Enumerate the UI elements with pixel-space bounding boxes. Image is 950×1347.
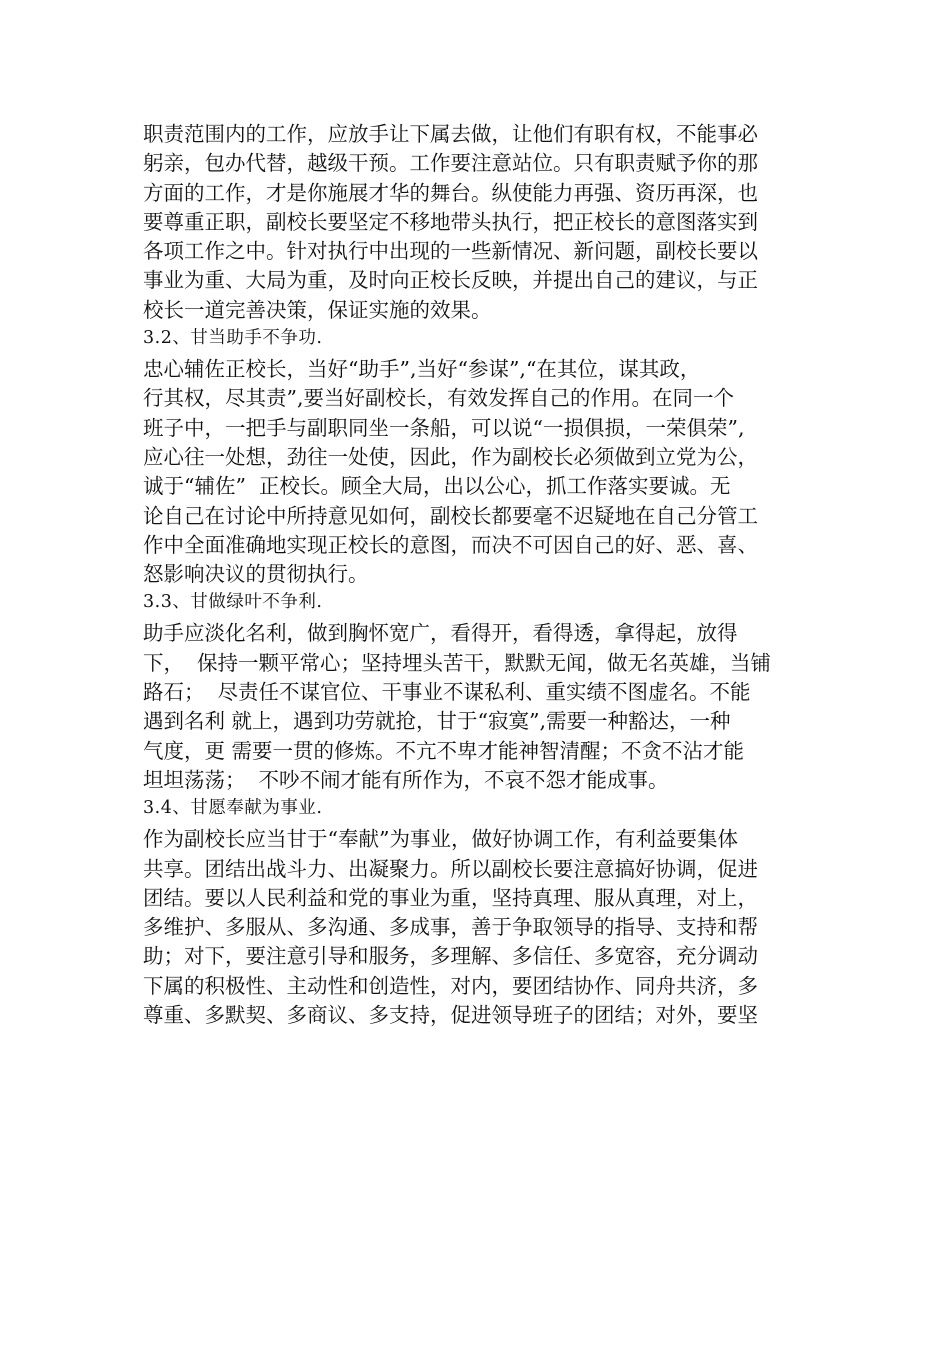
text-line: 下， 保持一颗平常心；坚持埋头苦干，默默无闻，做无名英雄，当铺: [143, 650, 772, 675]
text-line: 忠心辅佐正校长，当好“助手”,当好“参谋”,“在其位，谋其政，: [143, 357, 701, 382]
text-line: 团结。要以人民利益和党的事业为重，坚持真理、服从真理，对上，: [143, 885, 758, 910]
paragraph-assistant: [143, 355, 823, 589]
section-heading-3-3: 3.3、甘做绿叶不争利.: [143, 592, 323, 613]
text-line: 应心往一处想，劲往一处使，因此，作为副校长必须做到立党为公，: [143, 444, 758, 469]
text-line: 各项工作之中。针对执行中出现的一些新情况、新问题，副校长要以: [143, 239, 758, 264]
text-line: 尊重、多默契、多商议、多支持，促进领导班子的团结；对外，要坚: [143, 1003, 758, 1028]
text-line: 怒影响决议的贯彻执行。: [143, 562, 369, 587]
section-heading-3-4: 3.4、甘愿奉献为事业.: [143, 798, 323, 819]
text-line: 班子中，一把手与副职同坐一条船，可以说“一损俱损，一荣俱荣”,: [143, 415, 745, 440]
text-line: 共享。团结出战斗力、出凝聚力。所以副校长要注意搞好协调，促进: [143, 856, 758, 881]
text-line: 方面的工作，才是你施展才华的舞台。纵使能力再强、资历再深，也: [143, 180, 758, 205]
text-line: 职责范围内的工作，应放手让下属去做，让他们有职有权，不能事必: [143, 122, 758, 146]
text-line: 诚于“辅佐” 正校长。顾全大局，出以公心，抓工作落实要诚。无: [143, 474, 731, 499]
paragraph-dedication: [143, 825, 823, 1030]
text-line: 行其权，尽其责”,要当好副校长，有效发挥自己的作用。在同一个: [143, 386, 734, 411]
text-line: 坦坦荡荡； 不吵不闹才能有所作为，不哀不怨才能成事。: [143, 767, 669, 792]
paragraph-green-leaf: [143, 619, 823, 795]
text-line: 气度，更 需要一贯的修炼。不亢不卑才能神智清醒；不贪不沾才能: [143, 738, 745, 763]
text-line: 要尊重正职，副校长要坚定不移地带头执行，把正校长的意图落实到: [143, 209, 758, 234]
text-line: 多维护、多服从、多沟通、多成事，善于争取领导的指导、支持和帮: [143, 915, 758, 940]
text-line: 论自己在讨论中所持意见如何，副校长都要毫不迟疑地在自己分管工: [143, 503, 758, 528]
text-line: 事业为重、大局为重，及时向正校长反映，并提出自己的建议，与正: [143, 268, 758, 293]
text-line: 躬亲，包办代替，越级干预。工作要注意站位。只有职责赋予你的那: [143, 151, 758, 176]
text-line: 作为副校长应当甘于“奉献”为事业，做好协调工作，有利益要集体: [143, 827, 738, 852]
text-line: 作中全面准确地实现正校长的意图，而决不可因自己的好、恶、喜、: [143, 532, 758, 557]
section-heading-3-2: 3.2、甘当助手不争功.: [143, 328, 323, 349]
text-line: 遇到名利 就上，遇到功劳就抢，甘于“寂寞”,需要一种豁达，一种: [143, 709, 731, 734]
text-line: 助手应淡化名利，做到胸怀宽广，看得开，看得透，拿得起，放得: [143, 621, 738, 646]
document-body: [143, 120, 823, 1030]
text-line: 校长一道完善决策，保证实施的效果。: [143, 297, 492, 322]
paragraph-execution: [143, 120, 823, 325]
text-line: 助；对下，要注意引导和服务，多理解、多信任、多宽容，充分调动: [143, 944, 758, 969]
text-line: 下属的积极性、主动性和创造性，对内，要团结协作、同舟共济，多: [143, 973, 758, 998]
text-line: 路石； 尽责任不谋官位、干事业不谋私利、重实绩不图虚名。不能: [143, 680, 751, 705]
